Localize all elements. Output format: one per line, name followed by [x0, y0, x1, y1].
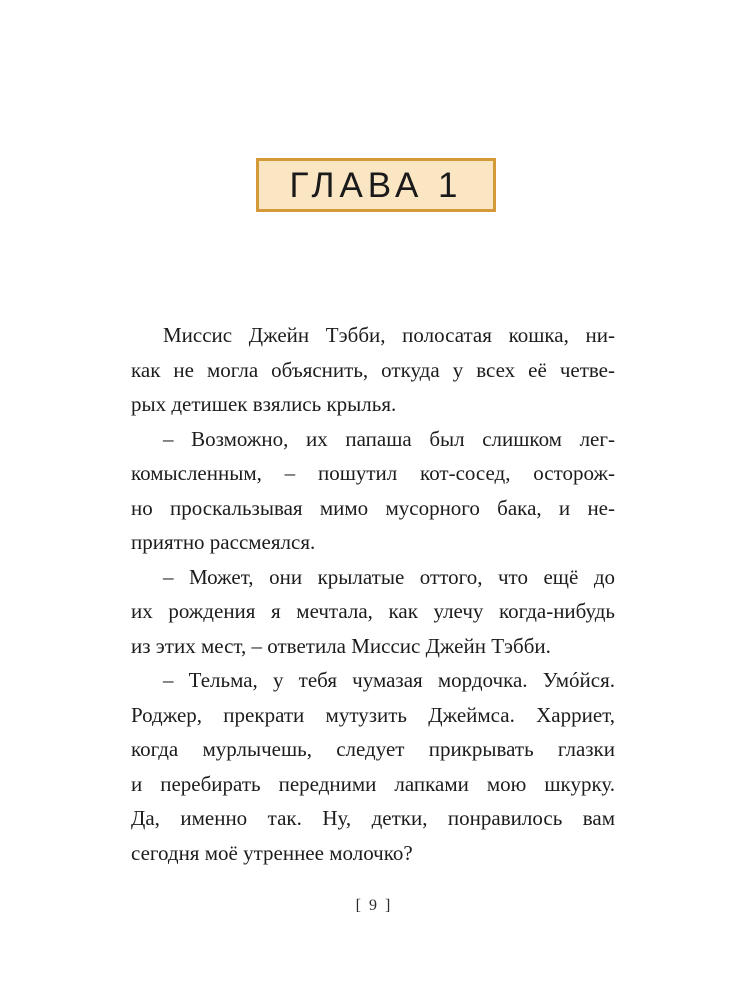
page-number: [ 9 ]	[355, 897, 393, 914]
text-line: рых детишек взялись крылья.	[131, 392, 397, 416]
text-line: сегодня моё утреннее молочко?	[131, 840, 413, 865]
chapter-title: ГЛАВА 1	[289, 165, 463, 205]
text-line: Роджер, прекрати мутузить Джеймса. Харриет,	[131, 702, 615, 727]
text-line: приятно рассмеялся.	[131, 530, 316, 554]
text-line: из этих мест, – ответила Миссис Джейн Тэбби.	[131, 633, 551, 658]
text-line: – Может, они крылатые оттого, что ещё до	[163, 564, 615, 589]
text-line: когда мурлычешь, следует прикрывать глазки	[131, 737, 615, 761]
text-line: – Возможно, их папаша был слишком лег-	[163, 426, 615, 451]
text-line: но проскальзывая мимо мусорного бака, и не-	[131, 495, 615, 520]
text-line: их рождения я мечтала, как улечу когда-нибудь	[131, 599, 615, 623]
text-line: Да, именно так. Ну, детки, понравилось вам	[131, 806, 615, 830]
text-line: и перебирать передними лапками мою шкурку.	[131, 771, 615, 796]
text-line: как не могла объяснить, откуда у всех её четве-	[131, 357, 615, 382]
chapter-text	[131, 318, 615, 870]
text-line: Миссис Джейн Тэбби, полосатая кошка, ни-	[163, 323, 615, 347]
chapter-heading-box	[256, 158, 496, 212]
text-line: – Тельма, у тебя чумазая мордочка. Умóйся.	[163, 668, 615, 692]
text-line: комысленным, – пошутил кот-сосед, осторож-	[131, 461, 615, 485]
